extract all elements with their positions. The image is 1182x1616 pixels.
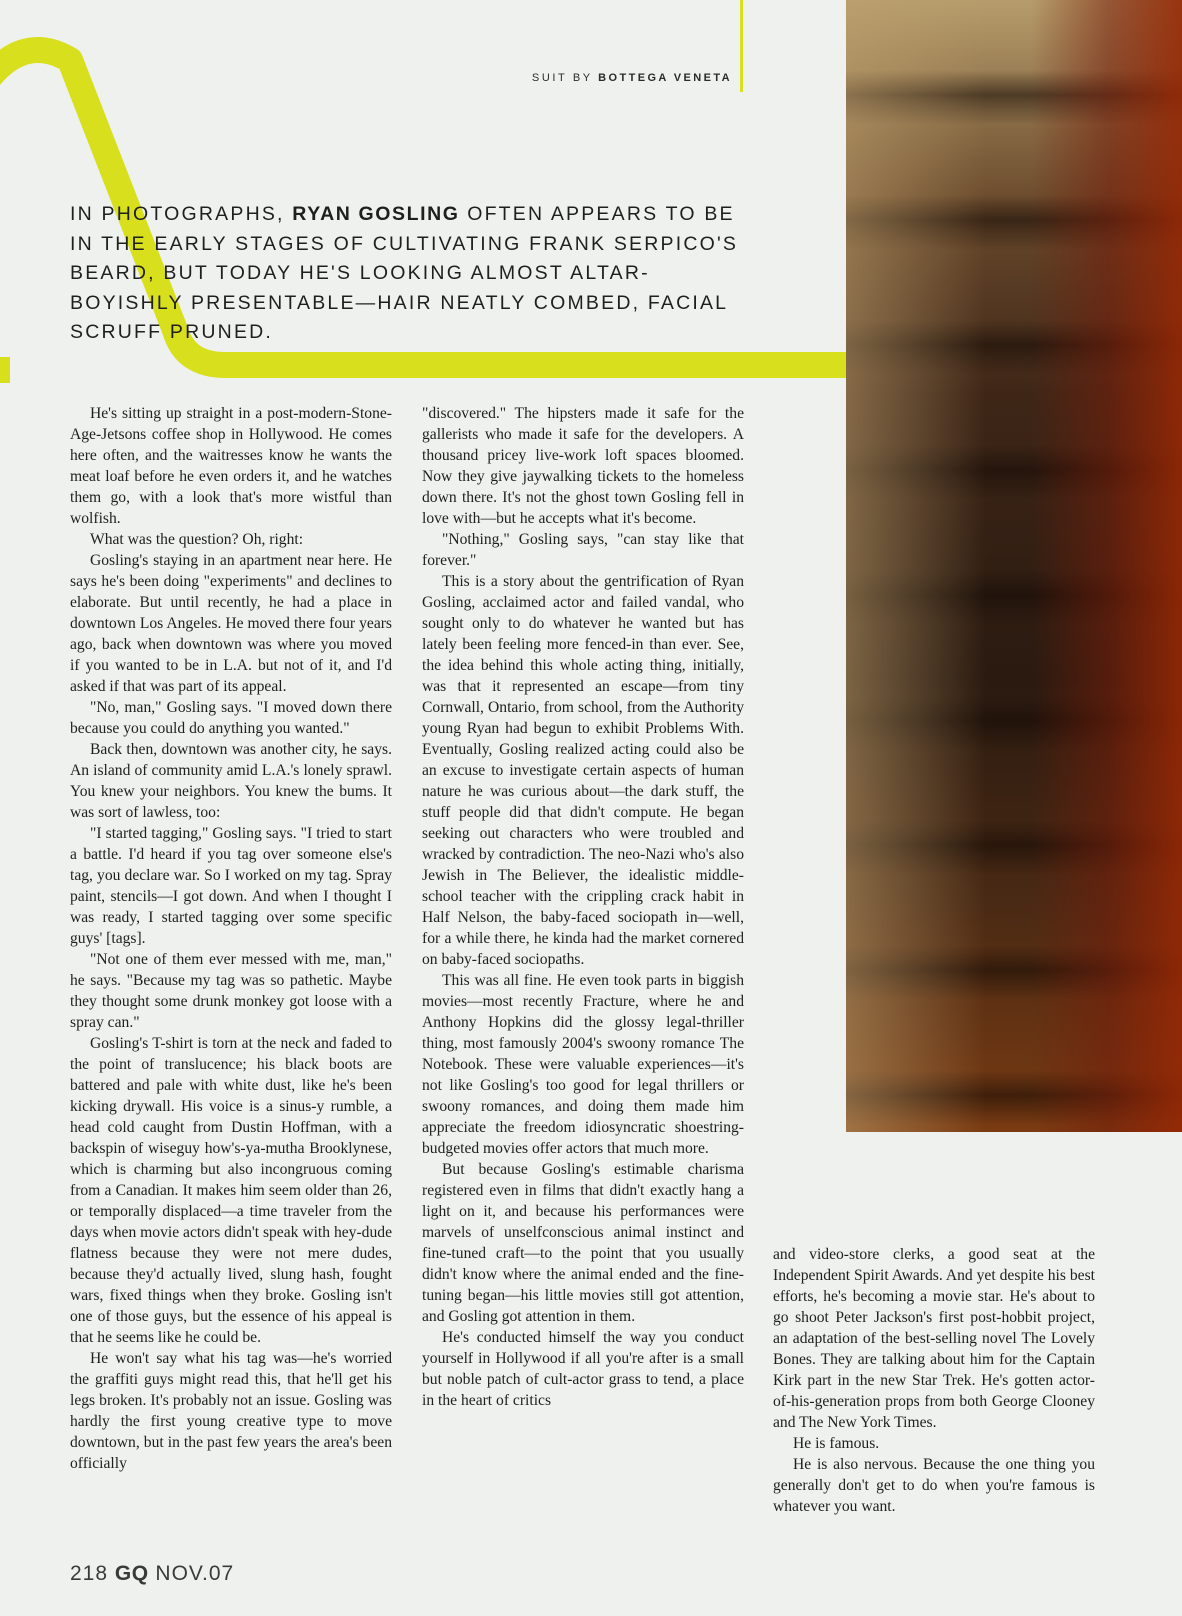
paragraph: He is also nervous. Because the one thing you generally don't get to do when you're famous is whatever you want. xyxy=(773,1456,1095,1515)
paragraph: "No, man," Gosling says. "I moved down there because you could do anything you wanted." xyxy=(70,699,392,737)
body-column-2 xyxy=(422,403,744,1411)
page-folio xyxy=(70,1562,234,1586)
body-column-3 xyxy=(773,1244,1095,1517)
paragraph: and video-store clerks, a good seat at the Independent Spirit Awards. And yet despite his best efforts, he's becoming a movie star. He's about to go shoot Peter Jackson's first post-hobbit project, an adaptation of the best-selling novel The Lovely Bones. They are talking about him for the Captain Kirk part in the new Star Trek. He's gotten actor-of-his-generation props from both George Clooney and The New York Times. xyxy=(773,1246,1095,1431)
paragraph: What was the question? Oh, right: xyxy=(90,531,304,548)
paragraph: "Nothing," Gosling says, "can stay like that forever." xyxy=(422,531,744,569)
body-column-1 xyxy=(70,403,392,1474)
page-number: 218 xyxy=(70,1562,109,1585)
deck-text xyxy=(70,200,760,348)
credit-brand: BOTTEGA VENETA xyxy=(598,72,732,84)
paragraph: "Not one of them ever messed with me, man," he says. "Because my tag was so pathetic. Maybe they thought some drunk monkey got loose with a spray can." xyxy=(70,951,392,1031)
paragraph: He's conducted himself the way you conduct yourself in Hollywood if all you're after is a small but noble patch of cult-actor grass to tend, a place in the heart of critics xyxy=(422,1329,744,1409)
issue-date: NOV.07 xyxy=(155,1562,235,1585)
paragraph: He's sitting up straight in a post-modern-Stone-Age-Jetsons coffee shop in Hollywood. He comes here often, and the waitresses know he wants the meat loaf before he even orders it, and he watches them go, with a look that's more wistful than wolfish. xyxy=(70,405,392,527)
deck-name: RYAN GOSLING xyxy=(292,203,460,225)
paragraph: "I started tagging," Gosling says. "I tried to start a battle. I'd heard if you tag over someone else's tag, you declare war. So I worked on my tag. Spray paint, stencils—I got down. And when I thought I was ready, I started tagging over some specific guys' [tags]. xyxy=(70,825,392,947)
deck-after: OFTEN APPEARS TO BE IN THE EARLY STAGES OF CULTIVATING FRANK SERPICO'S BEARD, BUT TODAY HE'S LOOKING ALMOST ALTAR-BOYISHLY PRESENTABLE—HAIR NEATLY COMBED, FACIAL SCRUFF PRUNED. xyxy=(70,203,739,343)
paragraph: This is a story about the gentrification of Ryan Gosling, acclaimed actor and failed vandal, who sought only to do whatever he wanted but has lately been feeling more fenced-in than ever. See, the idea behind this whole acting thing, initially, was that it represented an escape—from tiny Cornwall, Ontario, from school, from the Authority young Ryan had begun to exhibit Problems With. Eventually, Gosling realized acting could also be an excuse to investigate certain aspects of human nature he was curious about—the dark stuff, the stuff people did that didn't compute. He began seeking out characters who were troubled and wracked by contradiction. The neo-Nazi who's also Jewish in The Believer, the idealistic middle-school teacher with the crippling crack habit in Half Nelson, the baby-faced sociopath in—well, for a while there, he kinda had the market cornered on baby-faced sociopaths. xyxy=(422,573,744,968)
credit-prefix: SUIT BY xyxy=(531,72,593,84)
paragraph: This was all fine. He even took parts in biggish movies—most recently Fracture, where he and Anthony Hopkins did the glossy legal-thriller thing, most famously 2004's swoony romance The Notebook. These were valuable experiences—it's not like Gosling's too good for legal thrillers or swoony romances, and doing them made him appreciate the freedom idiosyncratic shoestring-budgeted movies offer actors that much more. xyxy=(422,972,744,1157)
accent-rule xyxy=(740,0,743,92)
paragraph: He won't say what his tag was—he's worried the graffiti guys might read this, that he'll get his legs broken. It's probably not an issue. Gosling was hardly the first young creative type to move downtown, but in the past few years the area's been officially xyxy=(70,1350,392,1472)
magazine-name: GQ xyxy=(114,1562,149,1585)
photo-highlight xyxy=(846,0,986,1132)
suit-credit xyxy=(470,72,732,84)
paragraph: But because Gosling's estimable charisma registered even in films that didn't exactly hang a light on it, and because his performances were marvels of unselfconscious animal instinct and fine-tuned craft—to the point that you usually didn't know where the animal ended and the fine-tuning began—his little movies still got attention, and Gosling got attention in them. xyxy=(422,1161,744,1325)
paragraph: Gosling's staying in an apartment near here. He says he's been doing "experiments" and declines to elaborate. But until recently, he had a place in downtown Los Angeles. He moved there four years ago, back when downtown was where you moved if you wanted to be in L.A. but not of it, and I'd asked if that was part of its appeal. xyxy=(70,552,392,695)
deck-before: IN PHOTOGRAPHS, xyxy=(70,203,293,225)
paragraph: "discovered." The hipsters made it safe for the gallerists who made it safe for the developers. A thousand pricey live-work loft spaces bloomed. Now they give jaywalking tickets to the homeless down there. It's not the ghost town Gosling fell in love with—but he accepts what it's become. xyxy=(422,405,744,527)
paragraph: He is famous. xyxy=(793,1435,880,1452)
paragraph: Back then, downtown was another city, he says. An island of community amid L.A.'s lonely sprawl. You knew your neighbors. You knew the bums. It was sort of lawless, too: xyxy=(70,741,392,821)
paragraph: Gosling's T-shirt is torn at the neck and faded to the point of translucence; his black boots are battered and pale with white dust, like he's been kicking drywall. His voice is a sinus-y rumble, a head cold caught from Dustin Hoffman, with a backspin of wiseguy how's-ya-mutha Brooklynese, which is charming but also incongruous coming from a Canadian. It makes him seem older than 26, or temporally displaced—a time traveler from the days when movie actors didn't speak with hey-dude flatness because they were not mere dudes, because they'd actually lived, slung hash, fought wars, fixed things when they broke. Gosling isn't one of those guys, but the essence of his appeal is that he seems like he could be. xyxy=(70,1035,392,1346)
